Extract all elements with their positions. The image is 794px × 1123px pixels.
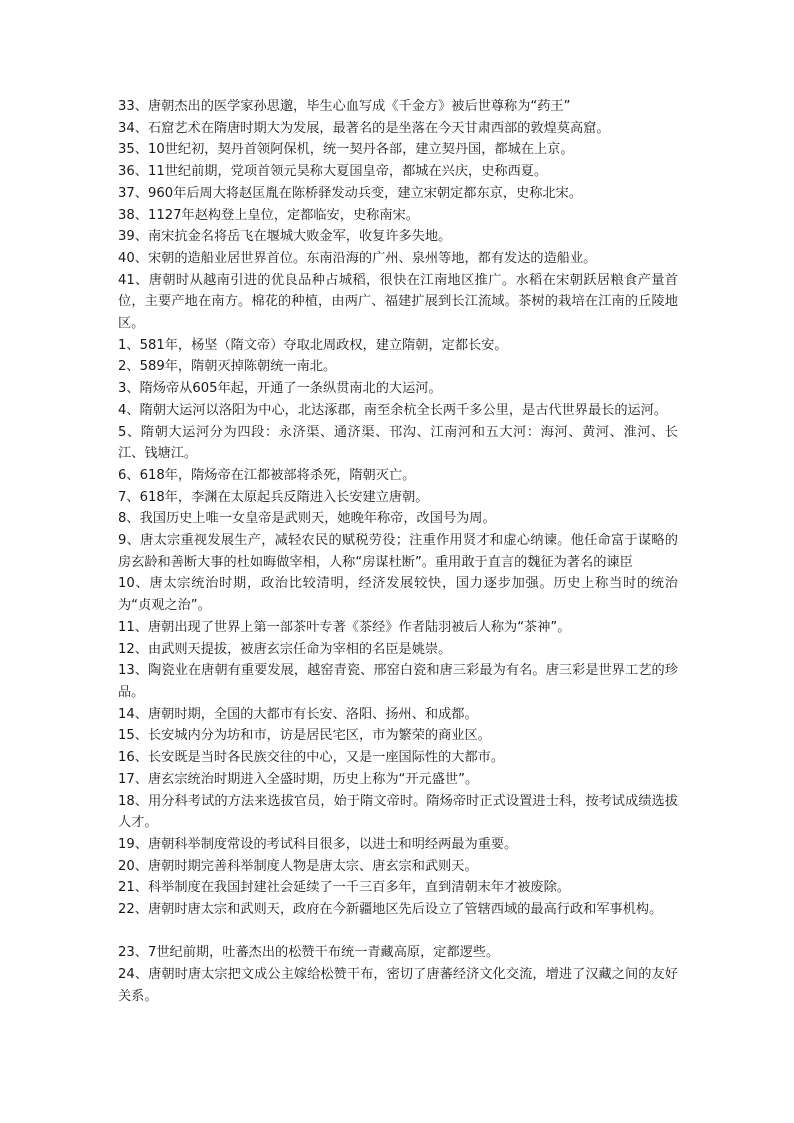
paragraph-11: 11、唐朝出现了世界上第一部茶叶专著《茶经》作者陆羽被后人称为“茶神”。 — [118, 619, 571, 635]
paragraph-1: 1、581年，杨坚（隋文帝）夺取北周政权，建立隋朝，定都长安。 — [118, 337, 508, 353]
paragraph-3: 3、隋炀帝从605年起，开通了一条纵贯南北的大运河。 — [118, 381, 442, 397]
paragraph-6: 6、618年，隋炀帝在江都被部将杀死，隋朝灭亡。 — [118, 467, 416, 483]
paragraph-33: 33、唐朝杰出的医学家孙思邈，毕生心血写成《千金方》被后世尊称为“药王” — [118, 99, 571, 114]
paragraph-16: 16、长安既是当时各民族交往的中心，又是一座国际性的大都市。 — [118, 750, 505, 766]
paragraph-17: 17、唐玄宗统治时期进入全盛时期，历史上称为“开元盛世”。 — [118, 771, 479, 787]
paragraph-10: 10、唐太宗统治时期，政治比较清明，经济发展较快，国力逐步加强。历史上称当时的统治为“贞观之治”。 — [118, 576, 678, 614]
paragraph-15: 15、长安城内分为坊和市，访是居民宅区，市为繁荣的商业区。 — [118, 728, 491, 744]
paragraph-14: 14、唐朝时期，全国的大都市有长安、洛阳、扬州、和成都。 — [118, 706, 478, 722]
paragraph-40: 40、宋朝的造船业居世界首位。东南沿海的广州、泉州等地，都有发达的造船业。 — [118, 250, 597, 266]
paragraph-group-bottom — [118, 942, 678, 1007]
paragraph-22: 22、唐朝时唐太宗和武则天，政府在今新疆地区先后设立了管辖西域的最高行政和军事机构。 — [118, 902, 663, 918]
paragraph-4: 4、隋朝大运河以洛阳为中心，北达涿郡，南至余杭全长两千多公里，是古代世界最长的运河。 — [118, 402, 668, 418]
paragraph-35: 35、10世纪初，契丹首领阿保机，统一契丹各部，建立契丹国，都城在上京。 — [118, 142, 574, 158]
paragraph-39: 39、南宋抗金名将岳飞在堰城大败金军，收复许多失地。 — [118, 229, 452, 245]
paragraph-19: 19、唐朝科举制度常设的考试科目很多，以进士和明经两最为重要。 — [118, 836, 518, 852]
paragraph-38: 38、1127年赵构登上皇位，定都临安，史称南宋。 — [118, 207, 419, 223]
document-page — [118, 96, 678, 1008]
paragraph-group-top — [118, 96, 678, 921]
paragraph-24: 24、唐朝时唐太宗把文成公主嫁给松赞干布，密切了唐蕃经济文化交流，增进了汉藏之间的友好关系。 — [118, 967, 678, 1004]
paragraph-7: 7、618年，李渊在太原起兵反隋进入长安建立唐朝。 — [118, 489, 429, 505]
paragraph-36: 36、11世纪前期，党项首领元昊称大夏国皇帝，都城在兴庆，史称西夏。 — [118, 164, 548, 180]
paragraph-34: 34、石窟艺术在隋唐时期大为发展，最著名的是坐落在今天甘肃西部的敦煌莫高窟。 — [118, 120, 610, 136]
paragraph-20: 20、唐朝时期完善科举制度人物是唐太宗、唐玄宗和武则天。 — [118, 858, 478, 874]
paragraph-23: 23、7世纪前期，吐蕃杰出的松赞干布统一青藏高原，定都逻些。 — [118, 945, 500, 961]
paragraph-21: 21、科举制度在我国封建社会延续了一千三百多年，直到清朝末年才被废除。 — [118, 880, 570, 896]
paragraph-9: 9、唐太宗重视发展生产，减轻农民的赋税劳役；注重作用贤才和虚心纳谏。他任命富于谋略的房玄龄和善断大事的杜如晦做宰相，人称“房谋杜断”。重用敢于直言的魏征为著名的谏臣 — [118, 533, 678, 570]
paragraph-12: 12、由武则天提拔，被唐玄宗任命为宰相的名臣是姚崇。 — [118, 641, 452, 657]
paragraph-5: 5、隋朝大运河分为四段：永济渠、通济渠、邗沟、江南河和五大河：海河、黄河、淮河、长江、钱塘江。 — [118, 424, 678, 462]
paragraph-18: 18、用分科考试的方法来选拔官员，始于隋文帝时。隋炀帝时正式设置进士科，按考试成绩选拔人才。 — [118, 793, 678, 831]
paragraph-37: 37、960年后周大将赵匡胤在陈桥驿发动兵变，建立宋朝定都东京，史称北宋。 — [118, 185, 582, 201]
paragraph-8: 8、我国历史上唯一女皇帝是武则天，她晚年称帝，改国号为周。 — [118, 511, 496, 527]
blank-line — [118, 921, 678, 943]
paragraph-2: 2、589年，隋朝灭掉陈朝统一南北。 — [118, 359, 337, 375]
paragraph-41: 41、唐朝时从越南引进的优良品种占城稻，很快在江南地区推广。水稻在宋朝跃居粮食产量首位，主要产地在南方。棉花的种植，由两广、福建扩展到长江流域。茶树的栽培在江南的丘陵地区。 — [118, 272, 678, 332]
paragraph-13: 13、陶瓷业在唐朝有重要发展，越窑青瓷、邢窑白瓷和唐三彩最为有名。唐三彩是世界工艺的珍品。 — [118, 663, 678, 700]
